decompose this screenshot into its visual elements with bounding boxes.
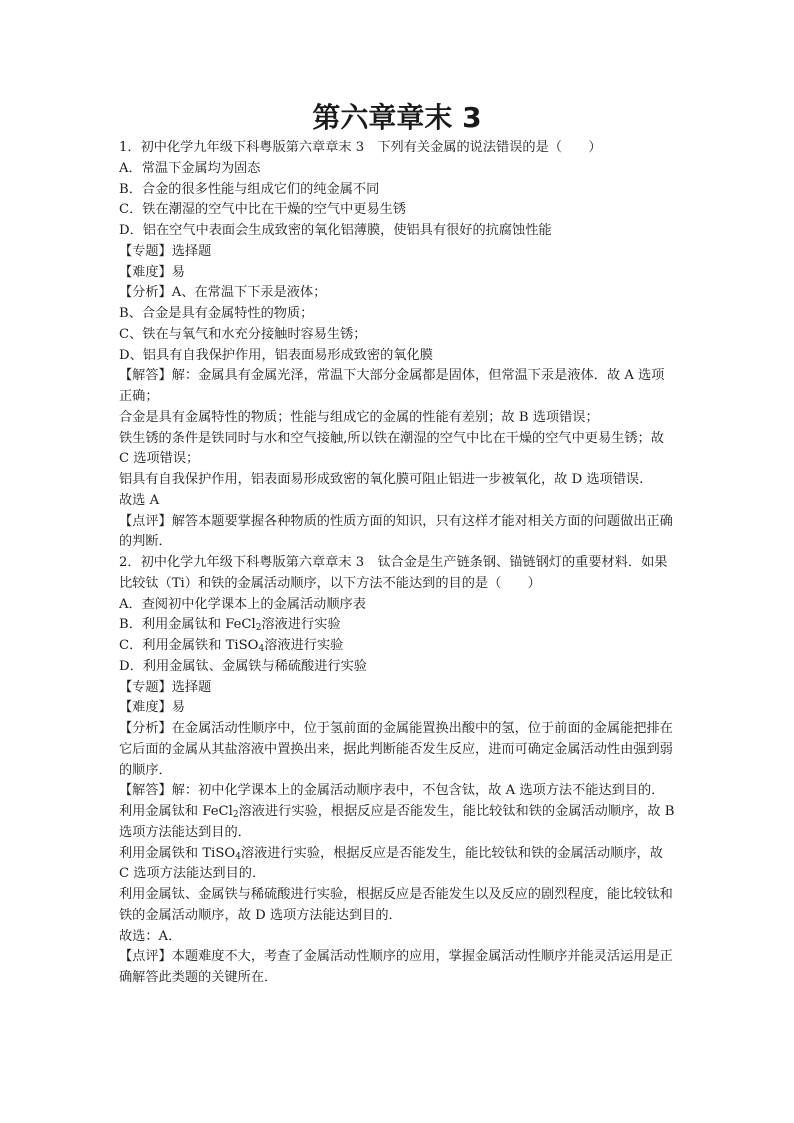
q2-option-a: A．查阅初中化学课本上的金属活动顺序表: [119, 596, 366, 612]
q1-analysis-1: [119, 283, 675, 304]
q2-difficulty: [119, 698, 675, 719]
q1-topic-value: 选择题: [171, 243, 212, 259]
q1-option-d: D．铝在空气中表面会生成致密的氧化铝薄膜，使铝具有很好的抗腐蚀性能: [119, 223, 552, 238]
q2-option-b-pre: B．利用金属钛和 FeCl: [119, 617, 256, 633]
q2-review-tag: 【点评】: [119, 949, 172, 965]
q2-solution-text-1: 解：初中化学课本上的金属活动顺序表中，不包含钛，故 A 选项方法不能达到目的．: [171, 783, 665, 799]
q2-topic-value: 选择题: [171, 679, 212, 695]
q1-solution-text-1: 解：金属具有金属光泽，常温下大部分金属都是固体，但常温下汞是液体．故 A 选项正确；: [119, 368, 665, 404]
q2-solution-2-post: 溶液进行实验，根据反应是否能发生，能比较钛和铁的金属活动顺序，故 B 选项方法能达到目的．: [119, 804, 675, 840]
q2-solution-2: [119, 802, 675, 844]
q1-review-tag: 【点评】: [119, 513, 172, 529]
q2-solution-3-post: 溶液进行实验，根据反应是否能发生，能比较钛和铁的金属活动顺序，故 C 选项方法能达到目的．: [119, 845, 663, 882]
q1-stem: 1．初中化学九年级下科粤版第六章章末 3 下列有关金属的说法错误的是（ ）: [119, 140, 602, 155]
q2-review: [119, 947, 675, 989]
q2-solution-1: [119, 781, 675, 802]
q2-solution-3: [119, 844, 675, 886]
q2-review-text: 本题难度不大，考查了金属活动性顺序的应用，掌握金属活动性顺序并能灵活运用是正确解答此类题的关键所在．: [119, 949, 673, 985]
q2-option-b: [119, 615, 675, 636]
q2-analysis-tag: 【分析】: [119, 721, 172, 736]
q1-analysis-tag: 【分析】: [119, 285, 172, 301]
q2-topic-tag: 【专题】: [119, 679, 172, 695]
q1-topic-tag: 【专题】: [119, 243, 172, 259]
document-body: [119, 138, 675, 989]
q2-solution-2-pre: 利用金属钛和 FeCl: [119, 804, 233, 819]
q1-option-b: B．合金的很多性能与组成它们的纯金属不同: [119, 181, 380, 197]
q1-solution-1: [119, 366, 675, 408]
q2-difficulty-tag: 【难度】: [119, 700, 172, 716]
q2-stem: 2．初中化学九年级下科粤版第六章章末 3 钛合金是生产链条钢、锚链钢灯的重要材料．如果比较钛（Ti）和铁的金属活动顺序，以下方法不能达到的目的是（ ）: [119, 555, 668, 591]
q2-topic: [119, 678, 675, 699]
q2-solution-tag: 【解答】: [119, 783, 172, 799]
q2-difficulty-value: 易: [171, 700, 185, 716]
q1-difficulty-tag: 【难度】: [119, 264, 172, 280]
q2-option-c-post: 溶液进行实验: [264, 638, 344, 653]
q1-review-text: 解答本题要掌握各种物质的性质方面的知识，只有这样才能对相关方面的问题做出正确的判断．: [119, 513, 673, 550]
q2-option-c-sub: 4: [258, 644, 265, 654]
q2-solution-2-sub: 2: [232, 810, 239, 820]
q2-solution-5: 故选：A．: [119, 928, 182, 944]
q1-analysis-3: C、铁在与氧气和水充分接触时容易生锈；: [119, 326, 367, 342]
q2-option-c: [119, 636, 675, 657]
q1-solution-2: 合金是具有金属特性的物质；性能与组成它的金属的性能有差别；故 B 选项错误；: [119, 409, 599, 425]
q1-analysis-4: D、铝具有自我保护作用，铝表面易形成致密的氧化膜: [119, 347, 433, 363]
q1-review: [119, 512, 675, 554]
q1-solution-4: 铝具有自我保护作用，铝表面易形成致密的氧化膜可阻止铝进一步被氧化，故 D 选项错误.: [119, 472, 644, 487]
q2-analysis-text: 在金属活动性顺序中，位于氢前面的金属能置换出酸中的氢，位于前面的金属能把排在它后面的金属从其盐溶液中置换出来，据此判断能否发生反应，进而可确定金属活动性由强到弱的顺序．: [119, 721, 673, 778]
q1-option-a: A．常温下金属均为固态: [119, 160, 261, 176]
q1-solution-3: 铁生锈的条件是铁同时与水和空气接触,所以铁在潮湿的空气中比在干燥的空气中更易生锈；故 C 选项错误；: [119, 430, 664, 467]
q2-solution-4: 利用金属钛、金属铁与稀硫酸进行实验，根据反应是否能发生以及反应的剧烈程度，能比较钛和铁的金属活动顺序，故 D 选项方法能达到目的．: [119, 887, 673, 923]
q2-option-b-post: 溶液进行实验: [261, 617, 341, 633]
q1-analysis-2: B、合金是具有金属特性的物质；: [119, 306, 314, 321]
q2-option-b-sub: 2: [255, 623, 262, 634]
q2-analysis: [119, 719, 675, 781]
q1-difficulty-value: 易: [171, 264, 185, 280]
q1-option-c: C．铁在潮湿的空气中比在干燥的空气中更易生锈: [119, 202, 407, 218]
q2-solution-3-pre: 利用金属铁和 TiSO: [119, 845, 236, 861]
page-title: 第六章章末 3: [312, 101, 482, 134]
q1-analysis-text-1: A、在常温下下汞是液体；: [171, 285, 327, 301]
q2-option-c-pre: C．利用金属铁和 TiSO: [119, 638, 259, 653]
q2-option-d: D．利用金属钛、金属铁与稀硫酸进行实验: [119, 658, 367, 674]
q1-solution-5: 故选 A: [119, 492, 160, 508]
q1-topic: [119, 242, 675, 263]
q2-solution-3-sub: 4: [235, 851, 241, 862]
q1-solution-tag: 【解答】: [119, 368, 172, 384]
q1-difficulty: [119, 263, 675, 284]
